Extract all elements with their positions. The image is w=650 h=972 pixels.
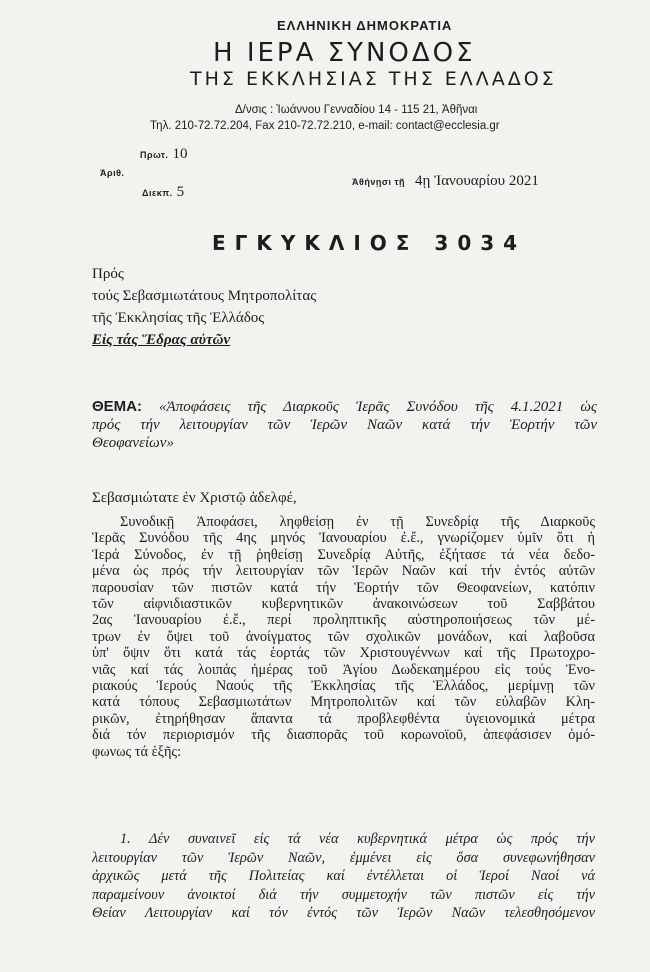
recipient-line-2: τῆς Ἐκκλησίας τῆς Ἑλλάδος — [92, 310, 265, 326]
body-line: ἀρχικῶς μετά τῆς Πολιτείας καί ἐντέλλεται οἱ Ἱεροί Ναοί νά — [92, 868, 595, 885]
salutation: Σεβασμιώτατε ἐν Χριστῷ ἀδελφέ, — [92, 490, 297, 506]
body-line: 1. Δέν συναινεῖ εἰς τά νέα κυβερνητικά μέτρα ὡς πρός τήν — [120, 831, 595, 847]
body-line: παρουσίαν τῶν πιστῶν κατά τήν Ἑορτήν τῶν Θεοφανείων, κατόπιν — [92, 579, 595, 596]
numbered-paragraph — [92, 830, 595, 923]
date-value: 4ῃ Ἰανουαρίου 2021 — [415, 173, 539, 189]
body-line: Ἱερά Σύνοδος, ἐν τῇ ῥηθείσῃ Συνεδρίᾳ Αὐτῆς, ἐξήτασε τά νέα δεδο- — [92, 546, 595, 563]
protocol-value: 10 — [172, 146, 188, 162]
body-paragraph — [92, 514, 595, 760]
subject-label: ΘΕΜΑ: — [92, 398, 142, 415]
contact-line: Τηλ. 210-72.72.204, Fax 210-72.72.210, e-mail: contact@ecclesia.gr — [150, 120, 500, 132]
synod-heading: Η ΙΕΡΑ ΣΥΝΟΔΟΣ — [213, 38, 476, 68]
church-heading: ΤΗΣ ΕΚΚΛΗΣΙΑΣ ΤΗΣ ΕΛΛΑΔΟΣ — [190, 68, 557, 90]
body-line: διά τόν περιορισμόν τῆς διασπορᾶς τοῦ κορωνοϊοῦ, ἀπεφάσισεν ὁμό- — [92, 727, 595, 744]
body-line: Θείαν Λειτουργίαν καί τόν ἐντός τῶν Ἱερῶν Ναῶν τελεσθησόμενον — [92, 905, 595, 922]
dispatch-number — [142, 183, 184, 201]
body-line: ὑπ' ὄψιν ὅτι κατά τάς ἑορτάς τῶν Χριστουγέννων καί τῆς Πρωτοχρο- — [92, 645, 595, 662]
recipient-line-3: Εἰς τάς Ἕδρας αὐτῶν — [92, 332, 231, 348]
recipient-line-1: τούς Σεβασμιωτάτους Μητροπολίτας — [92, 288, 317, 304]
protocol-number — [140, 145, 187, 163]
encyclical-title: ΕΓΚΥΚΛΙΟΣ 3034 — [212, 231, 527, 255]
state-heading: ΕΛΛΗΝΙΚΗ ΔΗΜΟΚΡΑΤΙΑ — [277, 18, 453, 33]
body-line: Ἱερᾶς Συνόδου τῆς 4ης μηνός Ἰανουαρίου ἐ.ἔ., γνωρίζομεν ὑμῖν ὅτι ἡ — [92, 530, 595, 547]
body-line: 2ας Ἰανουαρίου ἐ.ἔ., περί προληπτικῆς αὐστηροποιήσεως τῶν μέ- — [92, 612, 595, 629]
body-line: ρικῶν, ἐτηρήθησαν ἅπαντα τά προβλεφθέντα ὑγειονομικά μέτρα — [92, 710, 595, 727]
date-line — [352, 172, 539, 190]
date-label: Ἀθήνῃσι τῇ — [352, 177, 406, 187]
protocol-label: Πρωτ. — [140, 150, 169, 160]
body-line: κατά τόπους Σεβασμιωτάτων Μητροπολιτῶν καί τῶν εὐλαβῶν Κλη- — [92, 694, 595, 711]
body-line: ριακούς Ἱερούς Ναούς τῆς Ἐκκλησίας τῆς Ἑλλάδος, μερίμνῃ τῶν — [92, 678, 595, 695]
subject-line-1: «Ἀποφάσεις τῆς Διαρκοῦς Ἱερᾶς Συνόδου τῆς 4.1.2021 ὡς — [159, 399, 598, 415]
subject-line-3: Θεοφανείων» — [92, 435, 174, 451]
body-line: λειτουργίαν τῶν Ἱερῶν Ναῶν, ἐμμένει εἰς ὅσα συνεφωνήθησαν — [92, 849, 595, 866]
body-line: τρων ἐν ὄψει τοῦ ἀνοίγματος τῶν σχολικῶν μονάδων, καί λαβοῦσα — [92, 628, 595, 645]
subject-line-2: πρός τήν λειτουργίαν τῶν Ἱερῶν Ναῶν κατά τήν Ἑορτήν τῶν — [92, 417, 597, 433]
body-line: νιᾶς καί τάς λοιπάς ἡμέρας τοῦ Ἁγίου Δωδεκαημέρου εἰς τούς Ἐνο- — [92, 661, 595, 678]
dispatch-label: Διεκπ. — [142, 188, 173, 198]
body-line: τῶν αἰφνιδιαστικῶν κυβερνητικῶν ἀνακοινώσεων τοῦ Σαββάτου — [92, 596, 595, 613]
arithmos-label: Ἀριθ. — [100, 168, 125, 178]
body-line: μένα ὡς πρός τήν λειτουργίαν τῶν Ἱερῶν Ναῶν καί τήν ἐντός αὐτῶν — [92, 563, 595, 580]
body-line: παραμείνουν ἀνοικτοί διά τήν συμμετοχήν τῶν πιστῶν εἰς τήν — [92, 886, 595, 903]
body-line: Συνοδικῇ Ἀποφάσει, ληφθείσῃ ἐν τῇ Συνεδρίᾳ τῆς Διαρκοῦς — [120, 514, 595, 530]
dispatch-value: 5 — [176, 184, 185, 200]
recipient-to: Πρός — [92, 266, 124, 282]
address-line: Δ/νσις : Ἰωάννου Γενναδίου 14 - 115 21, Ἀθῆναι — [235, 104, 478, 116]
subject-block — [92, 398, 597, 452]
body-line: φωνως τά ἑξῆς: — [92, 743, 182, 760]
